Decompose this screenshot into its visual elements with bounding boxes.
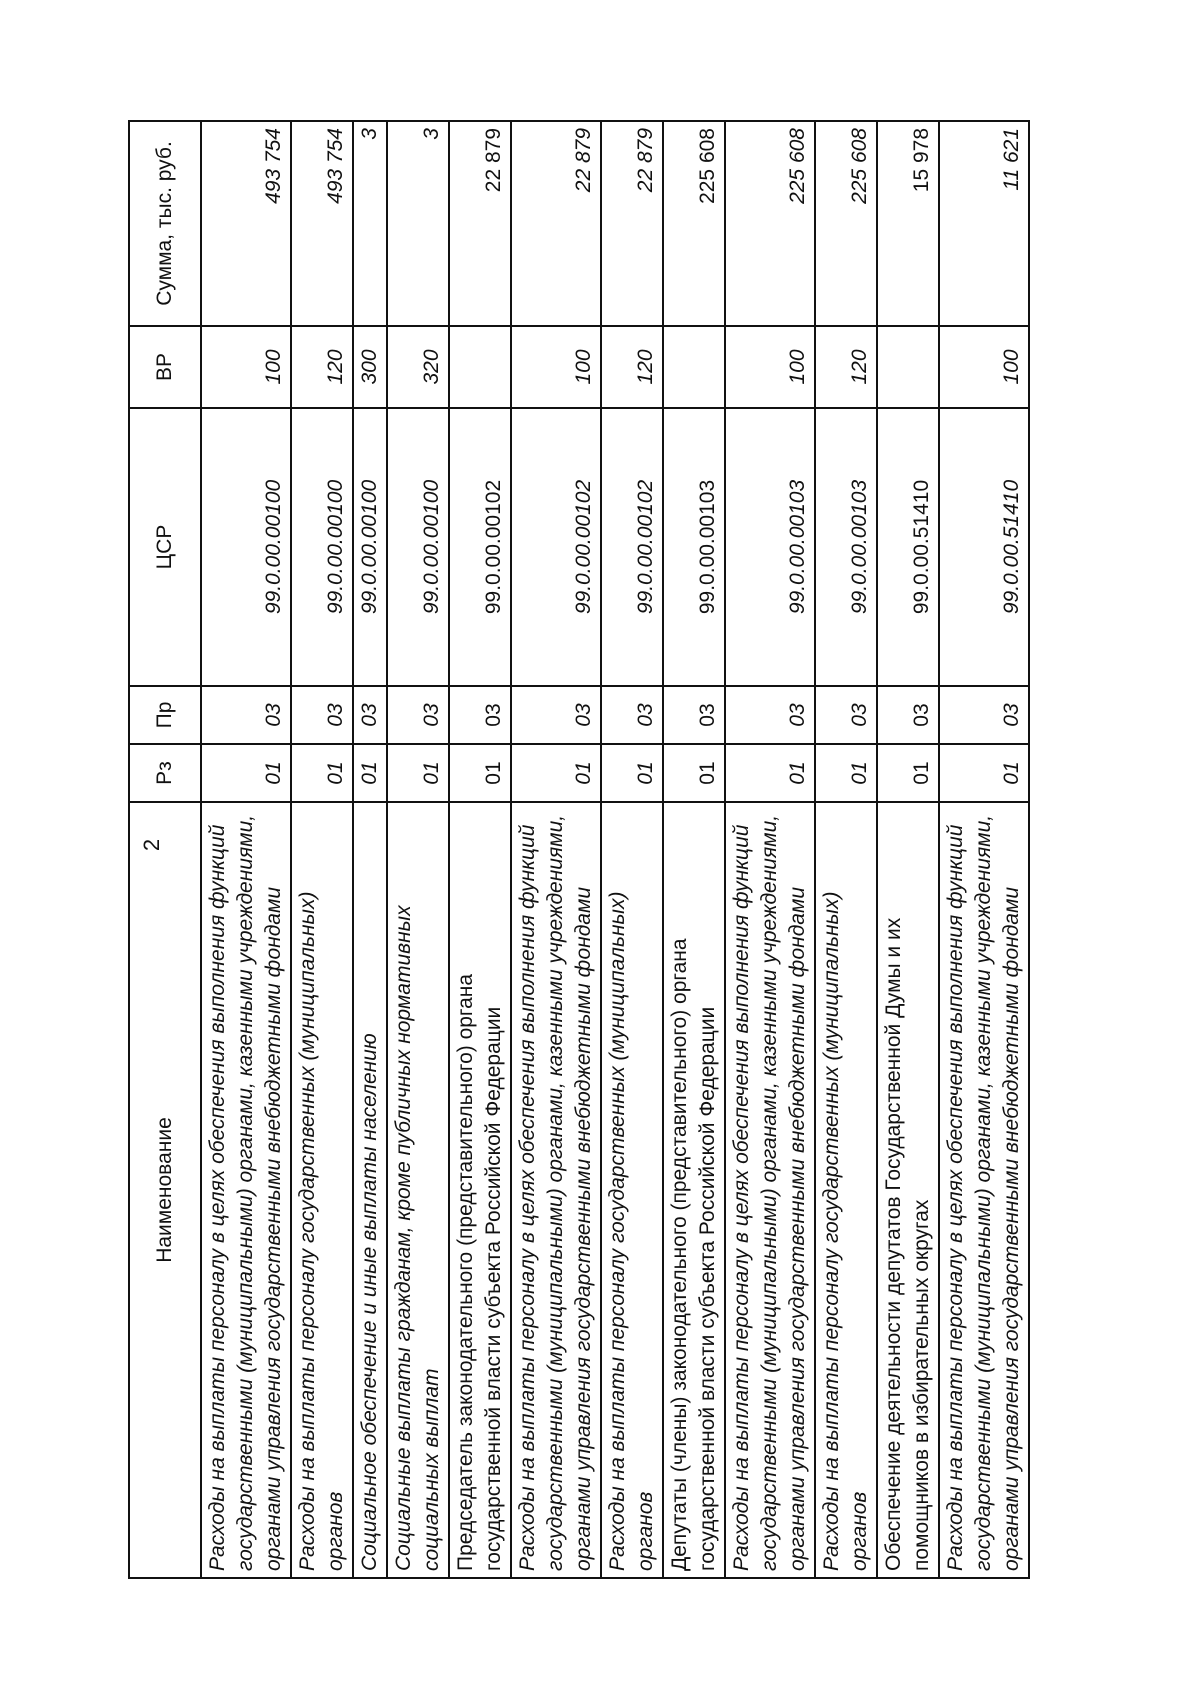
row-vr-cell: 120 <box>815 326 877 408</box>
row-csr-cell: 99.0.00.00100 <box>387 408 449 686</box>
row-pr-cell: 03 <box>877 686 939 744</box>
row-rz-cell: 01 <box>353 744 387 802</box>
row-sum-cell: 493 754 <box>291 121 353 326</box>
row-name-cell: Социальные выплаты гражданам, кроме публичных нормативных социальных выплат <box>387 802 449 1578</box>
page-number: 2 <box>139 838 164 852</box>
table-row <box>815 121 877 1578</box>
header-sum: Сумма, тыс. руб. <box>129 121 201 326</box>
row-vr-cell: 120 <box>601 326 663 408</box>
row-sum-cell: 3 <box>387 121 449 326</box>
row-pr-cell: 03 <box>601 686 663 744</box>
row-name-cell: Расходы на выплаты персоналу в целях обеспечения выполнения функций государственными (муниципальными) органами, казенными учреждениями, органами управления государственными внебюджетными фондами <box>511 802 601 1578</box>
row-name-cell: Депутаты (члены) законодательного (представительного) органа государственной власти субъекта Российской Федерации <box>663 802 725 1578</box>
row-vr-cell: 300 <box>353 326 387 408</box>
row-sum-cell: 225 608 <box>815 121 877 326</box>
row-name-cell: Расходы на выплаты персоналу государственных (муниципальных) органов <box>815 802 877 1578</box>
row-vr-cell: 100 <box>511 326 601 408</box>
row-rz-cell: 01 <box>725 744 815 802</box>
row-csr-cell: 99.0.00.00103 <box>815 408 877 686</box>
row-pr-cell: 03 <box>449 686 511 744</box>
row-sum-cell: 225 608 <box>663 121 725 326</box>
row-rz-cell: 01 <box>511 744 601 802</box>
row-rz-cell: 01 <box>601 744 663 802</box>
table-row <box>601 121 663 1578</box>
row-rz-cell: 01 <box>663 744 725 802</box>
row-name-cell: Социальное обеспечение и иные выплаты населению <box>353 802 387 1578</box>
row-sum-cell: 493 754 <box>201 121 291 326</box>
row-pr-cell: 03 <box>725 686 815 744</box>
row-csr-cell: 99.0.00.00100 <box>291 408 353 686</box>
row-vr-cell <box>449 326 511 408</box>
row-vr-cell: 320 <box>387 326 449 408</box>
table-row <box>877 121 939 1578</box>
table-row <box>725 121 815 1578</box>
row-vr-cell: 100 <box>939 326 1029 408</box>
row-pr-cell: 03 <box>815 686 877 744</box>
row-rz-cell: 01 <box>939 744 1029 802</box>
row-csr-cell: 99.0.00.00102 <box>511 408 601 686</box>
row-name-cell: Расходы на выплаты персоналу в целях обеспечения выполнения функций государственными (муниципальными) органами, казенными учреждениями, органами управления государственными внебюджетными фондами <box>201 802 291 1578</box>
table-row <box>387 121 449 1578</box>
row-csr-cell: 99.0.00.00102 <box>449 408 511 686</box>
row-name-cell: Расходы на выплаты персоналу государственных (муниципальных) органов <box>601 802 663 1578</box>
row-sum-cell: 22 879 <box>449 121 511 326</box>
row-vr-cell <box>663 326 725 408</box>
row-sum-cell: 3 <box>353 121 387 326</box>
row-rz-cell: 01 <box>387 744 449 802</box>
row-csr-cell: 99.0.00.00103 <box>725 408 815 686</box>
row-csr-cell: 99.0.00.00102 <box>601 408 663 686</box>
row-csr-cell: 99.0.00.00100 <box>353 408 387 686</box>
row-rz-cell: 01 <box>877 744 939 802</box>
row-rz-cell: 01 <box>291 744 353 802</box>
table-row <box>939 121 1029 1578</box>
row-pr-cell: 03 <box>663 686 725 744</box>
row-csr-cell: 99.0.00.00103 <box>663 408 725 686</box>
row-name-cell: Расходы на выплаты персоналу в целях обеспечения выполнения функций государственными (муниципальными) органами, казенными учреждениями, органами управления государственными внебюджетными фондами <box>725 802 815 1578</box>
row-csr-cell: 99.0.00.51410 <box>877 408 939 686</box>
row-rz-cell: 01 <box>449 744 511 802</box>
row-pr-cell: 03 <box>201 686 291 744</box>
table-row <box>663 121 725 1578</box>
rotated-document-sheet <box>128 122 1033 1579</box>
row-csr-cell: 99.0.00.00100 <box>201 408 291 686</box>
row-sum-cell: 225 608 <box>725 121 815 326</box>
header-vr: ВР <box>129 326 201 408</box>
row-vr-cell: 120 <box>291 326 353 408</box>
row-sum-cell: 11 621 <box>939 121 1029 326</box>
table-row <box>449 121 511 1578</box>
table-row <box>291 121 353 1578</box>
row-pr-cell: 03 <box>353 686 387 744</box>
row-vr-cell: 100 <box>725 326 815 408</box>
table-row <box>353 121 387 1578</box>
header-csr: ЦСР <box>129 408 201 686</box>
table-row <box>201 121 291 1578</box>
row-rz-cell: 01 <box>815 744 877 802</box>
header-rz: Рз <box>129 744 201 802</box>
row-pr-cell: 03 <box>387 686 449 744</box>
row-rz-cell: 01 <box>201 744 291 802</box>
row-name-cell: Председатель законодательного (представительного) органа государственной власти субъекта Российской Федерации <box>449 802 511 1578</box>
budget-table <box>128 120 1030 1579</box>
header-pr: Пр <box>129 686 201 744</box>
table-row <box>511 121 601 1578</box>
table-header-row <box>129 121 201 1578</box>
row-pr-cell: 03 <box>939 686 1029 744</box>
row-vr-cell <box>877 326 939 408</box>
row-pr-cell: 03 <box>511 686 601 744</box>
header-name: Наименование <box>129 802 201 1578</box>
row-name-cell: Расходы на выплаты персоналу государственных (муниципальных) органов <box>291 802 353 1578</box>
row-name-cell: Обеспечение деятельности депутатов Государственной Думы и их помощников в избирательных округах <box>877 802 939 1578</box>
row-csr-cell: 99.0.00.51410 <box>939 408 1029 686</box>
row-pr-cell: 03 <box>291 686 353 744</box>
row-vr-cell: 100 <box>201 326 291 408</box>
row-sum-cell: 22 879 <box>511 121 601 326</box>
row-sum-cell: 15 978 <box>877 121 939 326</box>
row-sum-cell: 22 879 <box>601 121 663 326</box>
row-name-cell: Расходы на выплаты персоналу в целях обеспечения выполнения функций государственными (муниципальными) органами, казенными учреждениями, органами управления государственными внебюджетными фондами <box>939 802 1029 1578</box>
